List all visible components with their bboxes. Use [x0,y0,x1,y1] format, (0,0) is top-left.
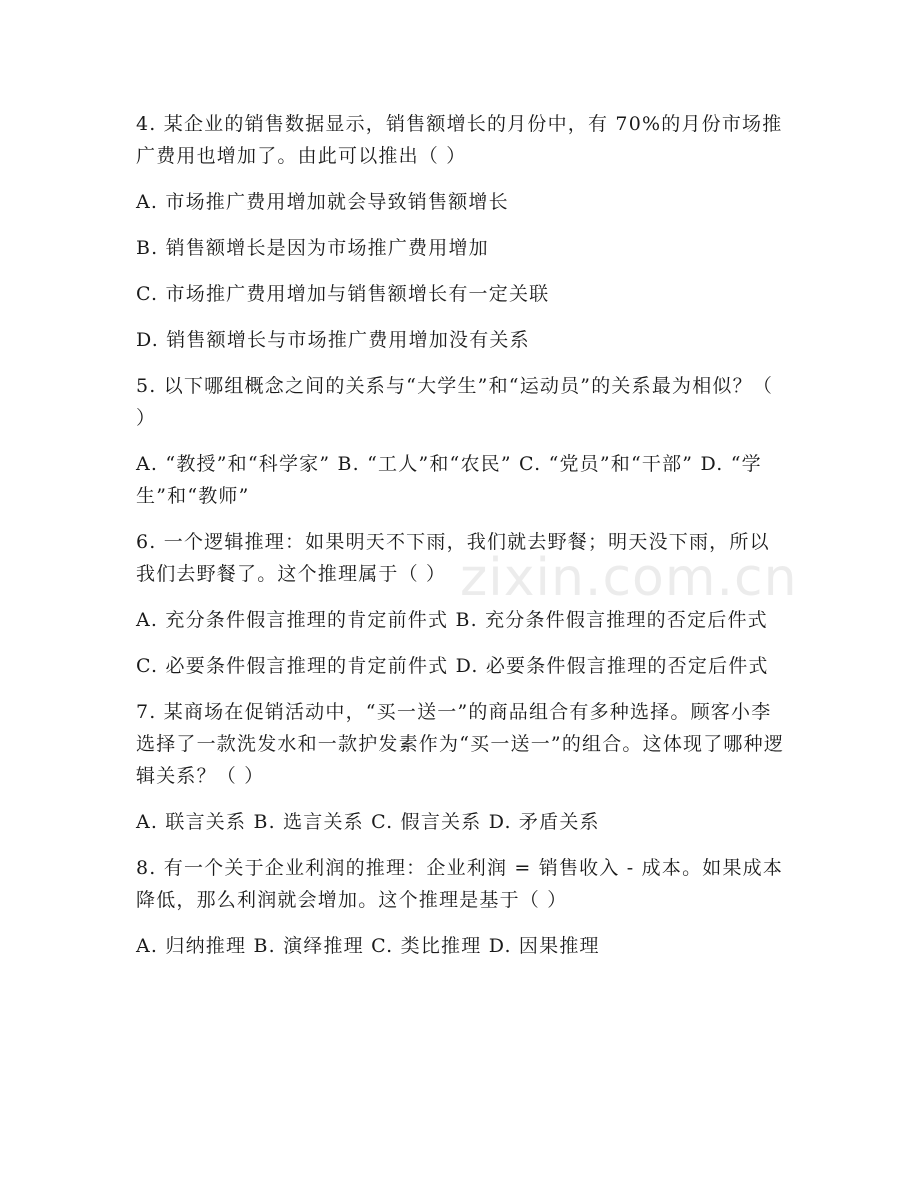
question-4-option-b: B. 销售额增长是因为市场推广费用增加 [136,237,489,259]
question-6: 6. 一个逻辑推理：如果明天不下雨，我们就去野餐；明天没下雨，所以我们去野餐了。这个推理属于（ ） [136,531,770,585]
question-4: 4. 某企业的销售数据显示，销售额增长的月份中，有 70%的月份市场推广费用也增加了。由此可以推出（ ） [136,113,783,167]
question-4-option-c: C. 市场推广费用增加与销售额增长有一定关联 [136,283,550,305]
question-7: 7. 某商场在促销活动中，“买一送一”的商品组合有多种选择。顾客小李选择了一款洗发水和一款护发素作为“买一送一”的组合。这体现了哪种逻辑关系？（ ） [136,701,785,787]
question-4-option-d: D. 销售额增长与市场推广费用增加没有关系 [136,329,530,351]
question-list [136,108,786,976]
question-6-options-ab: A. 充分条件假言推理的肯定前件式 B. 充分条件假言推理的否定后件式 [136,609,768,631]
question-8-options: A. 归纳推理 B. 演绎推理 C. 类比推理 D. 因果推理 [136,935,600,957]
question-8: 8. 有一个关于企业利润的推理：企业利润 = 销售收入 - 成本。如果成本降低，那么利润就会增加。这个推理是基于（ ） [136,857,784,911]
question-7-options: A. 联言关系 B. 选言关系 C. 假言关系 D. 矛盾关系 [136,811,600,833]
watermark: zixin.com.cn [460,548,798,608]
question-6-options-cd: C. 必要条件假言推理的肯定前件式 D. 必要条件假言推理的否定后件式 [136,655,769,677]
question-5-options: A. “教授”和“科学家” B. “工人”和“农民” C. “党员”和“干部” D. “学生”和“教师” [136,453,762,507]
question-4-option-a: A. 市场推广费用增加就会导致销售额增长 [136,191,509,213]
question-5: 5. 以下哪组概念之间的关系与“大学生”和“运动员”的关系最为相似？（ ） [136,375,774,429]
